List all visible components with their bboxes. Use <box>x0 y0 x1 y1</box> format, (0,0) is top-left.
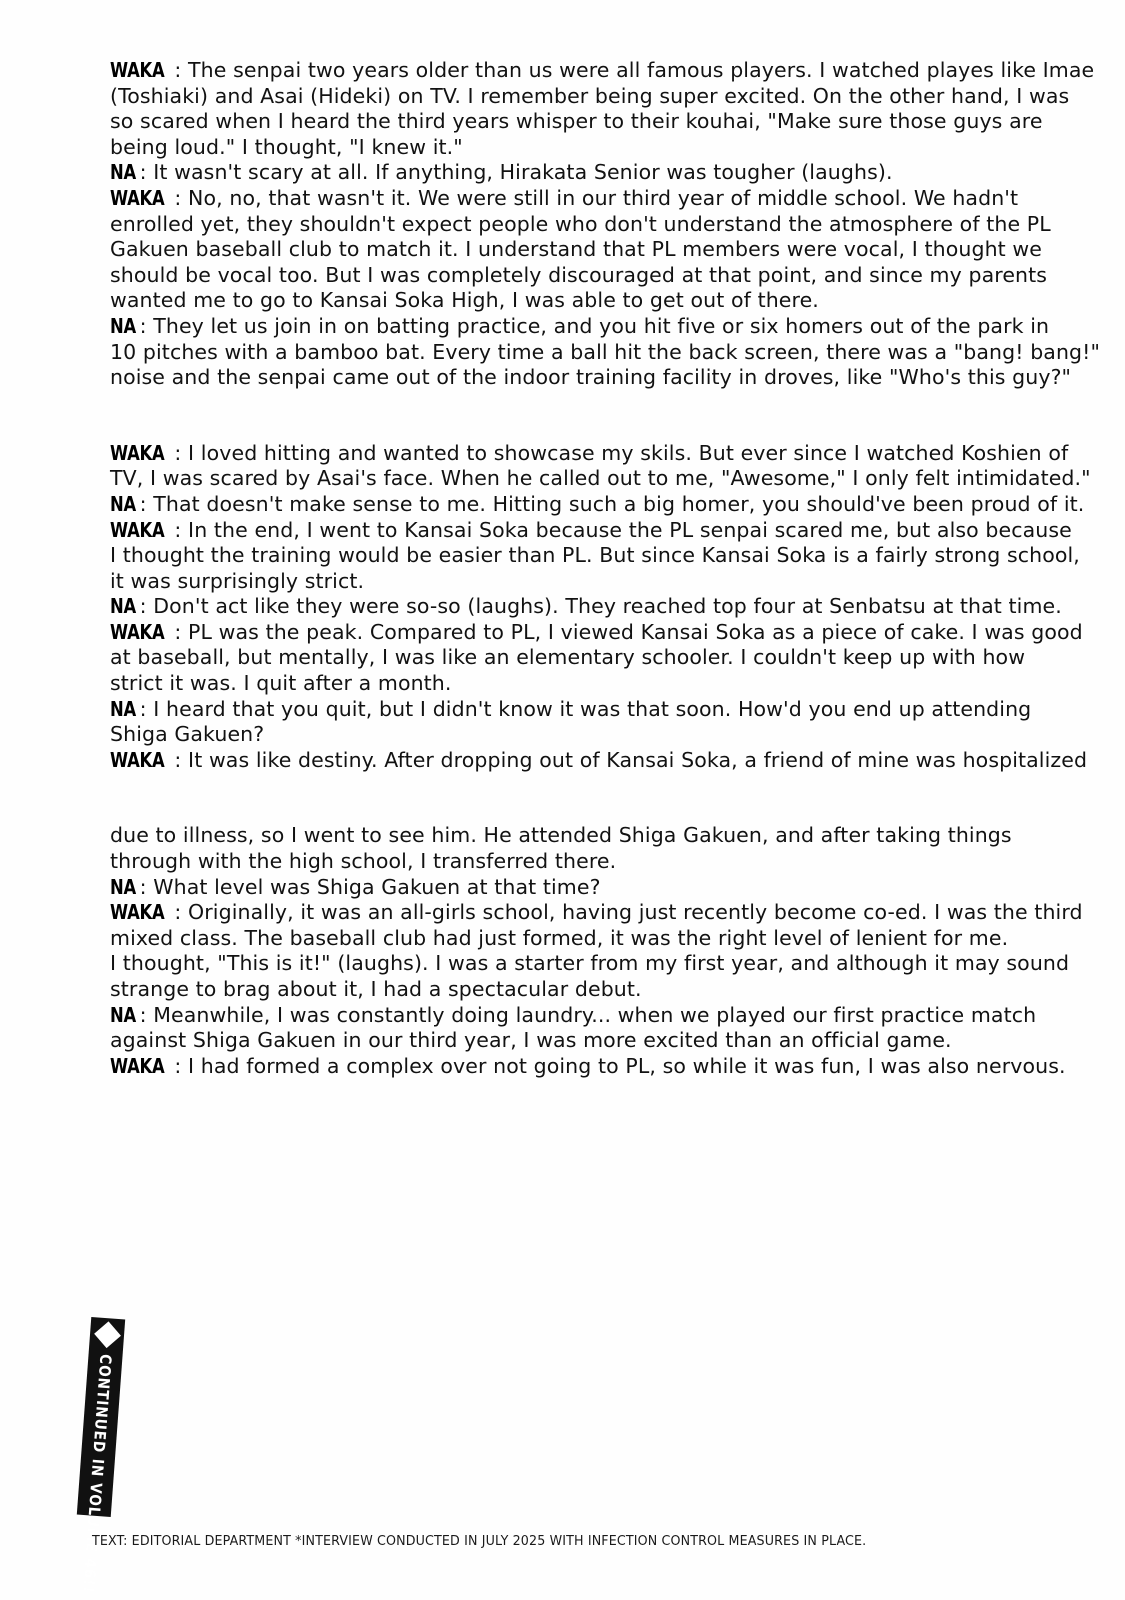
continued-in-volume-badge <box>77 1317 125 1595</box>
interview-line <box>110 594 1062 620</box>
line-text: it was surprisingly strict. <box>110 568 365 593</box>
interview-line <box>110 926 1042 952</box>
interview-line <box>110 645 1042 671</box>
speaker-label: NA <box>110 874 136 899</box>
line-text: noise and the senpai came out of the indoor training facility in droves, like "Who's this guy?" <box>110 365 1072 390</box>
line-text: so scared when I heard the third years whisper to their kouhai, "Make sure those guys are <box>110 109 1043 134</box>
line-text: due to illness, so I went to see him. He attended Shiga Gakuen, and after taking things <box>110 823 1012 848</box>
line-text: : The senpai two years older than us were all famous players. I watched playes like Imae <box>174 58 1095 82</box>
interview-line <box>110 951 1070 977</box>
interview-line <box>110 697 1042 723</box>
speaker-label: WAKA <box>110 440 165 465</box>
interview-line <box>110 491 1085 518</box>
line-text: (Toshiaki) and Asai (Hideki) on TV. I remember being super excited. On the other hand, I was <box>110 83 1070 108</box>
speaker-label: WAKA <box>110 517 165 542</box>
line-text: : In the end, I went to Kansai Soka because the PL senpai scared me, but also because <box>174 517 1072 542</box>
speaker-label: WAKA <box>110 900 165 925</box>
interview-line <box>110 288 1042 314</box>
line-text: strange to brag about it, I had a spectacular debut. <box>110 977 642 1001</box>
interview-line <box>110 619 1083 646</box>
line-text: : Don't act like they were so-so (laughs). They reached top four at Senbatsu at that time. <box>139 594 1062 619</box>
interview-line <box>110 58 1095 84</box>
line-text: being loud." I thought, "I knew it." <box>110 134 463 159</box>
interview-body <box>110 58 1101 1079</box>
line-text: strict it was. I quit after a month. <box>110 671 452 696</box>
speaker-label: NA <box>110 160 136 185</box>
speaker-label: WAKA <box>110 185 165 210</box>
interview-line <box>110 440 1069 467</box>
speaker-label: NA <box>110 696 136 721</box>
interview-line <box>110 186 1042 212</box>
interview-line <box>110 365 1072 391</box>
line-text: Shiga Gakuen? <box>110 722 265 747</box>
line-text: Gakuen baseball club to match it. I understand that PL members were vocal, I thought we <box>110 237 1042 262</box>
line-text: : What level was Shiga Gakuen at that time? <box>139 874 601 899</box>
speaker-label: NA <box>110 1002 136 1027</box>
line-text: : No, no, that wasn't it. We were still in our third year of middle school. We hadn't <box>174 185 1019 210</box>
line-text: : They let us join in on batting practice, and you hit five or six homers out of the park in <box>139 313 1050 338</box>
line-text: : I loved hitting and wanted to showcase my skils. But ever since I watched Koshien of <box>174 440 1069 465</box>
line-text: I thought the training would be easier than PL. But since Kansai Soka is a fairly strong school, <box>110 543 1080 568</box>
interview-line <box>110 237 1042 263</box>
interview-line <box>110 160 1042 186</box>
line-text: against Shiga Gakuen in our third year, I was more excited than an official game. <box>110 1028 952 1053</box>
interview-line <box>110 671 1042 697</box>
interview-line <box>110 135 1042 161</box>
speaker-label: WAKA <box>110 747 165 772</box>
interview-line <box>110 262 1048 289</box>
interview-block <box>110 440 1091 774</box>
line-text: : Originally, it was an all-girls school, having just recently become co-ed. I was the third <box>174 900 1083 925</box>
interview-line <box>110 900 1083 926</box>
line-text: at baseball, but mentally, I was like an elementary schooler. I couldn't keep up with how <box>110 645 1026 670</box>
line-text: : It wasn't scary at all. If anything, Hirakata Senior was tougher (laughs). <box>139 160 893 185</box>
line-text: : It was like destiny. After dropping out of Kansai Soka, a friend of mine was hospitalized <box>174 747 1088 772</box>
interview-line <box>110 823 1042 849</box>
line-text: mixed class. The baseball club had just formed, it was the right level of lenient for me. <box>110 925 1009 950</box>
interview-line <box>110 1028 1042 1054</box>
interview-line <box>110 543 1080 569</box>
line-text: : I had formed a complex over not going to PL, so while it was fun, I was also nervous. <box>174 1053 1066 1078</box>
interview-line <box>110 569 1042 595</box>
line-text: I thought, "This is it!" (laughs). I was a starter from my first year, and although it may sound <box>110 951 1070 976</box>
line-text: : I heard that you quit, but I didn't know it was that soon. How'd you end up attending <box>139 696 1032 721</box>
interview-line <box>110 722 1042 748</box>
line-text: : Meanwhile, I was constantly doing laundry... when we played our first practice match <box>139 1002 1037 1027</box>
line-text: TV, I was scared by Asai's face. When he called out to me, "Awesome," I only felt intimidated." <box>110 466 1091 491</box>
diamond-icon <box>94 1321 121 1348</box>
speaker-label: NA <box>110 313 136 338</box>
footer-credit: TEXT: EDITORIAL DEPARTMENT *INTERVIEW CONDUCTED IN JULY 2025 WITH INFECTION CONTROL MEASURES IN PLACE. <box>92 1534 867 1549</box>
speaker-label: NA <box>110 594 136 619</box>
speaker-label: WAKA <box>110 58 165 82</box>
line-text: through with the high school, I transferred there. <box>110 849 617 874</box>
speaker-label: NA <box>110 491 136 516</box>
interview-block <box>110 58 1101 391</box>
interview-line <box>110 1003 1042 1029</box>
continued-badge-label: CONTINUED IN VOLUME 46!! <box>79 1353 115 1595</box>
interview-line <box>110 466 1091 492</box>
interview-line <box>110 339 1101 366</box>
line-text: should be vocal too. But I was completely discouraged at that point, and since my parents <box>110 262 1048 287</box>
speaker-label: WAKA <box>110 1053 165 1078</box>
interview-line <box>110 83 1070 110</box>
line-text: enrolled yet, they shouldn't expect people who don't understand the atmosphere of the PL <box>110 211 1051 236</box>
line-text: : PL was the peak. Compared to PL, I viewed Kansai Soka as a piece of cake. I was good <box>174 619 1083 644</box>
interview-line <box>110 211 1051 238</box>
interview-line <box>110 1053 1066 1080</box>
interview-block <box>110 823 1083 1079</box>
line-text: : That doesn't make sense to me. Hitting such a big homer, you should've been proud of it. <box>139 491 1085 516</box>
speaker-label: WAKA <box>110 619 165 644</box>
interview-line <box>110 109 1042 135</box>
line-text: 10 pitches with a bamboo bat. Every time a ball hit the back screen, there was a "bang! bang!" <box>110 339 1101 364</box>
interview-line <box>110 849 1042 875</box>
interview-line <box>110 977 1042 1003</box>
interview-line <box>110 517 1072 544</box>
interview-line <box>110 747 1088 774</box>
interview-line <box>110 313 1050 340</box>
interview-line <box>110 875 1042 901</box>
line-text: wanted me to go to Kansai Soka High, I was able to get out of there. <box>110 288 819 313</box>
